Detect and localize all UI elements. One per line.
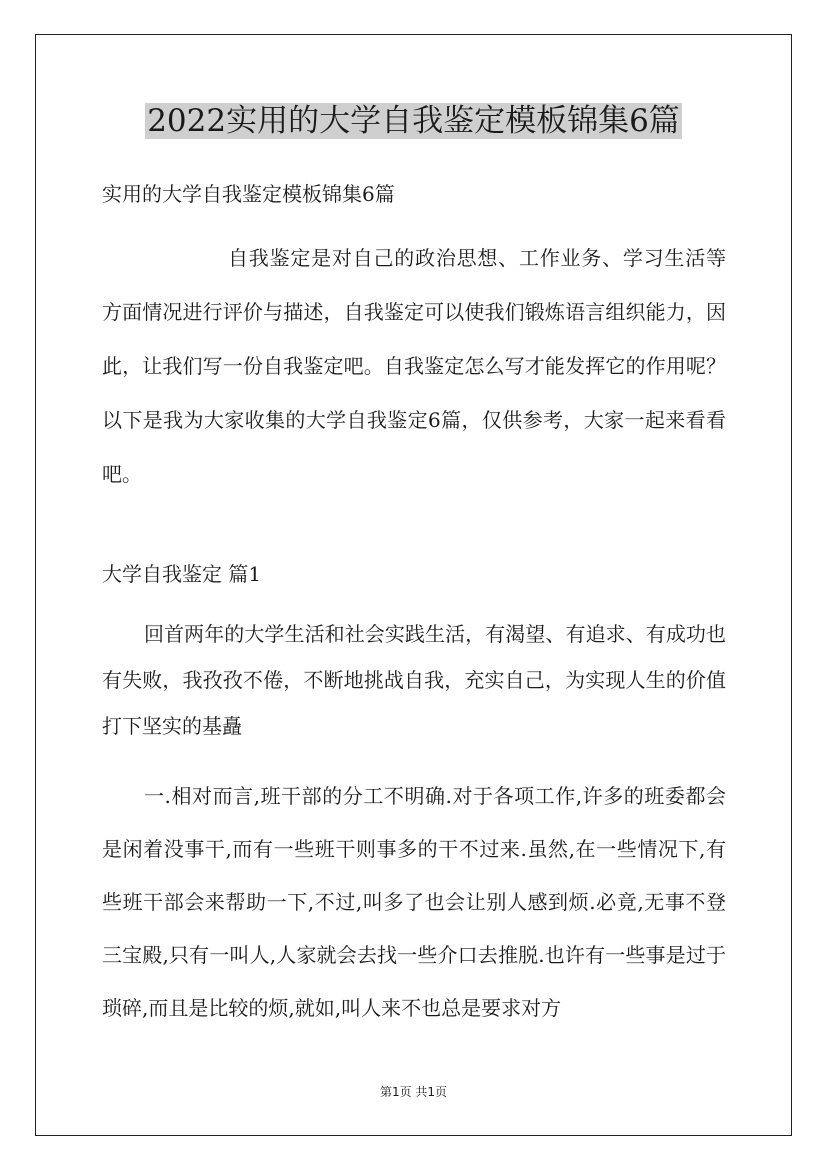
- page-footer: 第1页 共1页: [379, 1085, 448, 1099]
- document-title: [0, 99, 827, 143]
- body-paragraph-2: 一.相对而言,班干部的分工不明确.对于各项工作,许多的班委都会是闲着没事干,而有一些班干则事多的干不过来.虽然,在一些情况下,有些班干部会来帮助一下,不过,叫多了也会让别人感到烦.必竟,无事不登三宝殿,只有一叫人,人家就会去找一些介口去推脱.也许有一些事是过于琐碎,而且是比较的烦,就如,叫人来不也总是要求对方: [102, 784, 726, 1020]
- intro-paragraph: 自我鉴定是对自己的政治思想、工作业务、学习生活等方面情况进行评价与描述，自我鉴定可以使我们锻炼语言组织能力，因此，让我们写一份自我鉴定吧。自我鉴定怎么写才能发挥它的作用呢？以下是我为大家收集的大学自我鉴定6篇，仅供参考，大家一起来看看吧。: [102, 246, 726, 486]
- document-title-text: 2022实用的大学自我鉴定模板锦集6篇: [147, 103, 680, 139]
- document-subtitle: 实用的大学自我鉴定模板锦集6篇: [102, 182, 395, 206]
- body-paragraph-1: 回首两年的大学生活和社会实践生活，有渴望、有追求、有成功也有失败，我孜孜不倦，不断地挑战自我，充实自己，为实现人生的价值打下坚实的基矗: [102, 622, 726, 738]
- section-heading: 大学自我鉴定 篇1: [102, 562, 262, 586]
